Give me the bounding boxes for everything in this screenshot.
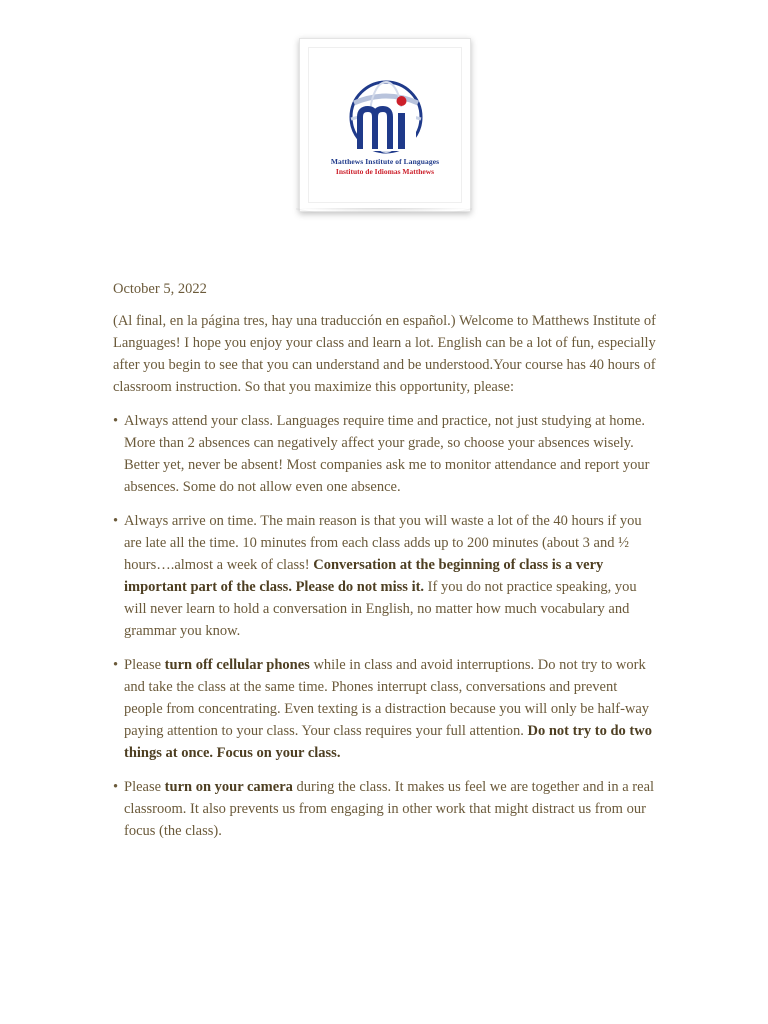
rule-text: while in class and avoid interruptions. Do not try to work and take the class at the same time. Phones interrupt class, conversations and prevent people from concentrating. Even texting is a distraction because you will only be half-way paying attention to your class. Your class requires your full attention.: [124, 657, 650, 739]
globe-logo-icon: [342, 79, 430, 155]
rule-text: If you do not practice speaking, you will never learn to hold a conversation in English, no matter how much vocabulary and grammar you know.: [124, 579, 637, 639]
logo-name-spanish: Instituto de Idiomas Matthews: [335, 167, 435, 176]
letter-body: [113, 278, 658, 854]
rule-emphasis: Do not try to do two things at once. Focus on your class.: [124, 723, 652, 761]
letter-date: October 5, 2022: [113, 281, 207, 297]
rule-item-punctuality: [113, 510, 658, 642]
rule-emphasis: turn on your camera: [164, 779, 293, 795]
rule-item-phones: [113, 654, 658, 764]
bullet: •: [113, 513, 119, 529]
rule-text: Please: [124, 657, 165, 673]
logo-drop-shadow: [296, 208, 472, 226]
rule-item-attendance: [113, 410, 658, 498]
rule-item-camera: [113, 776, 658, 842]
logo-frame: [299, 38, 471, 212]
letter-intro: (Al final, en la página tres, hay una traducción en español.) Welcome to Matthews Institute of Languages! I hope you enjoy your class and learn a lot. English can be a lot of fun, especially after you begin to see that you can understand and be understood.Your course has 40 hours of classroom instruction. So that you maximize this opportunity, please:: [113, 313, 656, 395]
rule-text: Please: [124, 779, 165, 795]
rules-list: [113, 410, 658, 842]
bullet: •: [113, 779, 119, 795]
rule-text: Always attend your class. Languages require time and practice, not just studying at home. More than 2 absences can negatively affect your grade, so choose your absences wisely. Better yet, never be absent! Most companies ask me to monitor attendance and report your absences. Some do not allow even one absence.: [124, 413, 650, 495]
bullet: •: [113, 657, 119, 673]
logo-name-english: Matthews Institute of Languages: [330, 157, 440, 166]
bullet: •: [113, 413, 119, 429]
rule-text: during the class. It makes us feel we are together and in a real classroom. It also prevents us from engaging in other work that might distract us from our focus (the class).: [124, 779, 655, 839]
rule-emphasis: turn off cellular phones: [164, 657, 310, 673]
rule-text: Always arrive on time. The main reason is that you will waste a lot of the 40 hours if you are late all the time. 10 minutes from each class adds up to 200 minutes (about 3 and ½ hours….almost a week of class!: [124, 513, 642, 573]
rule-emphasis: Conversation at the beginning of class is a very important part of the class. Please do not miss it.: [124, 557, 604, 595]
